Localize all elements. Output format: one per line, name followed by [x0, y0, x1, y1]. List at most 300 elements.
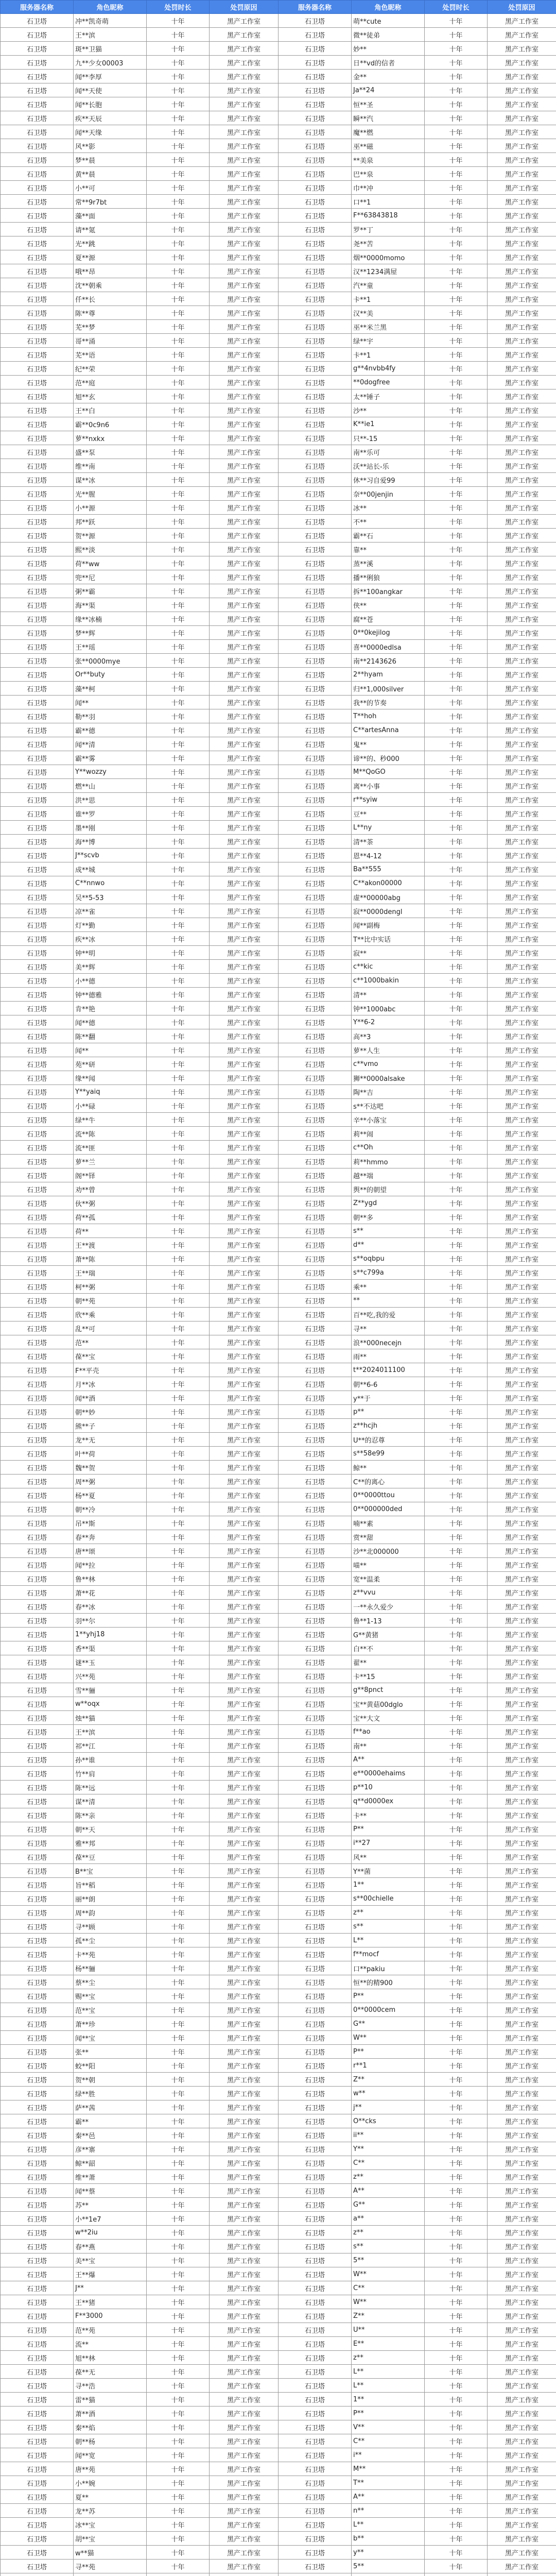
table-cell: 黑产工作室: [488, 181, 556, 195]
table-row: [1, 111, 556, 125]
table-cell: 黑产工作室: [210, 709, 279, 723]
table-row: [1, 2462, 556, 2476]
table-cell: 石卫塔: [1, 807, 74, 821]
table-cell: 十年: [425, 2337, 488, 2351]
table-cell: 石卫塔: [279, 2087, 352, 2100]
table-cell: 十年: [147, 2434, 210, 2448]
table-row: [1, 543, 556, 556]
table-cell: 石卫塔: [1, 2323, 74, 2337]
table-cell: 十年: [147, 1822, 210, 1836]
role-name-cell: M**: [352, 2462, 425, 2476]
table-cell: 十年: [147, 598, 210, 612]
table-cell: 石卫塔: [279, 2365, 352, 2379]
table-cell: 石卫塔: [279, 236, 352, 250]
table-row: [1, 348, 556, 362]
table-cell: 十年: [147, 918, 210, 932]
table-cell: 石卫塔: [279, 417, 352, 431]
table-cell: 石卫塔: [1, 904, 74, 918]
table-cell: 黑产工作室: [488, 2198, 556, 2212]
table-row: [1, 1822, 556, 1836]
role-name-cell: 灯**勤: [74, 918, 147, 932]
role-name-cell: 蒸**溪: [352, 556, 425, 570]
role-name-cell: 夏**: [74, 2490, 147, 2504]
table-cell: 石卫塔: [1, 389, 74, 403]
role-name-cell: 喜**0000edlsa: [352, 640, 425, 654]
table-cell: 十年: [425, 1947, 488, 1961]
table-cell: 十年: [425, 292, 488, 306]
table-cell: 石卫塔: [1, 2434, 74, 2448]
table-row: [1, 1280, 556, 1294]
table-cell: 石卫塔: [279, 1280, 352, 1294]
table-cell: 石卫塔: [279, 1669, 352, 1683]
table-cell: 石卫塔: [1, 1349, 74, 1363]
role-name-cell: 闻**拉: [74, 1558, 147, 1572]
table-cell: 黑产工作室: [210, 1155, 279, 1168]
table-cell: 十年: [147, 626, 210, 640]
table-cell: 十年: [147, 181, 210, 195]
table-cell: 黑产工作室: [488, 2100, 556, 2114]
table-cell: 黑产工作室: [210, 2365, 279, 2379]
table-cell: 黑产工作室: [488, 1906, 556, 1920]
table-cell: 黑产工作室: [488, 2462, 556, 2476]
role-name-cell: p**: [352, 1405, 425, 1419]
table-cell: 石卫塔: [279, 362, 352, 376]
table-cell: 黑产工作室: [210, 2420, 279, 2434]
role-name-cell: 日**vd的信者: [352, 56, 425, 70]
table-cell: 石卫塔: [1, 1308, 74, 1321]
table-header-row: [1, 1, 556, 14]
role-name-cell: E**: [352, 2337, 425, 2351]
role-name-cell: d**: [352, 1238, 425, 1252]
table-cell: 十年: [425, 668, 488, 682]
role-name-cell: i**27: [352, 1836, 425, 1850]
table-cell: 黑产工作室: [210, 1502, 279, 1516]
table-cell: 十年: [147, 835, 210, 849]
role-name-cell: U**: [352, 2323, 425, 2337]
role-name-cell: C**: [352, 2281, 425, 2295]
role-name-cell: 赐**宝: [74, 1989, 147, 2003]
table-cell: 石卫塔: [1, 2518, 74, 2532]
table-cell: 石卫塔: [279, 1294, 352, 1308]
table-cell: 石卫塔: [1, 1002, 74, 1015]
table-row: [1, 1349, 556, 1363]
table-cell: 十年: [147, 1767, 210, 1781]
table-cell: 黑产工作室: [488, 1600, 556, 1614]
table-cell: 黑产工作室: [488, 2351, 556, 2365]
table-cell: 石卫塔: [1, 2490, 74, 2504]
table-row: [1, 2198, 556, 2212]
table-cell: 石卫塔: [1, 2156, 74, 2170]
role-name-cell: 罗**丁: [352, 223, 425, 236]
table-row: [1, 70, 556, 83]
table-row: [1, 2309, 556, 2323]
role-name-cell: 吴**5-53: [74, 890, 147, 904]
table-cell: 石卫塔: [279, 431, 352, 445]
table-cell: 十年: [147, 1294, 210, 1308]
table-row: [1, 1015, 556, 1029]
role-name-cell: 谋**清: [74, 1794, 147, 1808]
table-cell: 黑产工作室: [210, 2142, 279, 2156]
table-cell: 石卫塔: [1, 1252, 74, 1266]
table-cell: 黑产工作室: [488, 1628, 556, 1641]
table-cell: 黑产工作室: [488, 1182, 556, 1196]
table-cell: 黑产工作室: [210, 2184, 279, 2198]
role-name-cell: 赏**甜: [352, 1530, 425, 1544]
table-cell: 十年: [425, 2351, 488, 2365]
table-cell: 十年: [425, 42, 488, 56]
table-cell: 黑产工作室: [210, 1308, 279, 1321]
table-cell: 十年: [147, 320, 210, 334]
table-cell: 黑产工作室: [210, 2114, 279, 2128]
table-cell: 十年: [147, 2212, 210, 2226]
table-row: [1, 1294, 556, 1308]
table-cell: 十年: [425, 1266, 488, 1280]
role-name-cell: Z**: [352, 2073, 425, 2087]
table-row: [1, 2420, 556, 2434]
table-cell: 石卫塔: [279, 2504, 352, 2518]
role-name-cell: 流**匪: [74, 1141, 147, 1155]
table-cell: 石卫塔: [279, 2518, 352, 2532]
role-name-cell: ii**: [352, 2128, 425, 2142]
table-cell: 石卫塔: [1, 1085, 74, 1099]
table-row: [1, 209, 556, 223]
table-cell: 黑产工作室: [210, 1252, 279, 1266]
table-row: [1, 918, 556, 932]
table-cell: 石卫塔: [279, 83, 352, 97]
role-name-cell: 太**锤子: [352, 389, 425, 403]
table-cell: 十年: [147, 42, 210, 56]
table-cell: 石卫塔: [1, 236, 74, 250]
role-name-cell: 流**陈: [74, 1127, 147, 1141]
table-cell: 十年: [147, 459, 210, 473]
table-cell: 黑产工作室: [488, 1572, 556, 1586]
table-row: [1, 1363, 556, 1377]
role-name-cell: 金**: [352, 70, 425, 83]
role-name-cell: 冲**凯奇萌: [74, 14, 147, 28]
table-cell: 石卫塔: [279, 1725, 352, 1739]
table-cell: 十年: [425, 501, 488, 515]
table-cell: 十年: [147, 640, 210, 654]
table-cell: 石卫塔: [279, 1516, 352, 1530]
role-name-cell: p**10: [352, 1781, 425, 1794]
table-row: [1, 97, 556, 111]
table-cell: 十年: [425, 1015, 488, 1029]
table-row: [1, 598, 556, 612]
table-cell: 黑产工作室: [210, 1182, 279, 1196]
table-cell: 石卫塔: [279, 1502, 352, 1516]
table-cell: 十年: [147, 515, 210, 529]
role-name-cell: 1**: [352, 2393, 425, 2406]
table-cell: 十年: [147, 1252, 210, 1266]
table-row: [1, 1781, 556, 1794]
table-cell: 十年: [147, 2379, 210, 2393]
table-cell: 石卫塔: [1, 2560, 74, 2573]
role-name-cell: 竹**肩: [74, 1767, 147, 1781]
role-name-cell: 张**: [74, 2045, 147, 2059]
table-cell: 十年: [147, 1864, 210, 1878]
table-cell: 黑产工作室: [488, 1155, 556, 1168]
role-name-cell: 柯**粥: [74, 1280, 147, 1294]
table-cell: 黑产工作室: [210, 1892, 279, 1906]
role-name-cell: 月**冰: [74, 1377, 147, 1391]
table-cell: 黑产工作室: [488, 737, 556, 751]
table-cell: 石卫塔: [1, 417, 74, 431]
table-cell: 黑产工作室: [488, 779, 556, 793]
table-cell: 十年: [425, 459, 488, 473]
table-cell: 黑产工作室: [210, 2156, 279, 2170]
table-cell: 十年: [425, 2100, 488, 2114]
table-cell: 十年: [147, 2059, 210, 2073]
role-name-cell: L**: [352, 2379, 425, 2393]
table-row: [1, 709, 556, 723]
role-name-cell: 朝**妙: [74, 1405, 147, 1419]
table-cell: 十年: [425, 2406, 488, 2420]
table-cell: 黑产工作室: [210, 918, 279, 932]
table-row: [1, 2045, 556, 2059]
table-cell: 十年: [425, 1697, 488, 1711]
table-cell: 十年: [425, 2504, 488, 2518]
table-cell: 十年: [147, 612, 210, 626]
table-row: [1, 403, 556, 417]
role-name-cell: 陈**翻: [74, 1029, 147, 1043]
table-cell: 黑产工作室: [210, 2281, 279, 2295]
table-cell: 黑产工作室: [210, 1739, 279, 1753]
table-row: [1, 1808, 556, 1822]
table-cell: 黑产工作室: [488, 403, 556, 417]
table-cell: 石卫塔: [1, 626, 74, 640]
table-cell: 黑产工作室: [210, 56, 279, 70]
table-cell: 黑产工作室: [488, 2003, 556, 2017]
table-cell: 黑产工作室: [488, 334, 556, 348]
role-name-cell: 常**9r7bt: [74, 195, 147, 209]
table-row: [1, 932, 556, 946]
role-name-cell: 张**0000mye: [74, 654, 147, 668]
table-cell: 黑产工作室: [210, 236, 279, 250]
table-cell: 黑产工作室: [488, 1516, 556, 1530]
role-name-cell: 卡**15: [352, 1669, 425, 1683]
table-cell: 石卫塔: [1, 1447, 74, 1461]
role-name-cell: 汉**1234满屋: [352, 264, 425, 278]
role-name-cell: 王**渡: [74, 1238, 147, 1252]
table-cell: 石卫塔: [1, 292, 74, 306]
table-cell: 黑产工作室: [488, 1321, 556, 1335]
table-cell: 黑产工作室: [488, 320, 556, 334]
table-cell: 十年: [147, 1085, 210, 1099]
role-name-cell: 2**hyam: [352, 668, 425, 682]
role-name-cell: 谋**冰: [74, 473, 147, 487]
table-cell: 十年: [147, 2087, 210, 2100]
table-cell: 石卫塔: [1, 2170, 74, 2184]
table-cell: 石卫塔: [1, 932, 74, 946]
role-name-cell: 熙**淡: [74, 543, 147, 556]
table-cell: 十年: [425, 960, 488, 974]
table-cell: 十年: [147, 1196, 210, 1210]
table-cell: 十年: [425, 2379, 488, 2393]
role-name-cell: Ja**24: [352, 83, 425, 97]
table-cell: 黑产工作室: [210, 320, 279, 334]
table-cell: 石卫塔: [1, 529, 74, 543]
table-cell: 石卫塔: [1, 1572, 74, 1586]
table-cell: 黑产工作室: [210, 1015, 279, 1029]
role-name-cell: 小**可: [74, 181, 147, 195]
role-name-cell: 萝**nxkx: [74, 431, 147, 445]
role-name-cell: 闻**: [74, 1043, 147, 1057]
table-cell: 十年: [425, 862, 488, 876]
table-cell: 黑产工作室: [488, 2490, 556, 2504]
role-name-cell: 寻**: [352, 1321, 425, 1335]
table-cell: 黑产工作室: [210, 2532, 279, 2546]
role-name-cell: 苏**: [74, 2198, 147, 2212]
table-cell: 黑产工作室: [488, 1335, 556, 1349]
table-row: [1, 2379, 556, 2393]
table-cell: 黑产工作室: [488, 598, 556, 612]
table-cell: 石卫塔: [1, 1419, 74, 1433]
role-name-cell: L**: [352, 2518, 425, 2532]
table-cell: 十年: [147, 1002, 210, 1015]
table-cell: 石卫塔: [279, 1377, 352, 1391]
table-cell: 十年: [147, 1127, 210, 1141]
table-cell: 黑产工作室: [210, 1419, 279, 1433]
role-name-cell: 闻**蔡: [74, 2184, 147, 2198]
table-cell: 黑产工作室: [210, 1614, 279, 1628]
table-cell: 石卫塔: [1, 2045, 74, 2059]
table-row: [1, 1850, 556, 1864]
table-cell: 十年: [147, 1015, 210, 1029]
table-cell: 十年: [425, 1099, 488, 1113]
table-cell: 石卫塔: [279, 1850, 352, 1864]
table-cell: 十年: [147, 2156, 210, 2170]
table-cell: 石卫塔: [279, 1572, 352, 1586]
table-cell: 石卫塔: [1, 1238, 74, 1252]
table-row: [1, 1711, 556, 1725]
table-cell: 石卫塔: [279, 2184, 352, 2198]
table-cell: 十年: [425, 2281, 488, 2295]
table-row: [1, 250, 556, 264]
table-cell: 黑产工作室: [488, 2546, 556, 2560]
table-cell: 石卫塔: [279, 1308, 352, 1321]
table-cell: 黑产工作室: [210, 640, 279, 654]
table-cell: 黑产工作室: [210, 1447, 279, 1461]
table-cell: 十年: [425, 1558, 488, 1572]
table-cell: 石卫塔: [279, 1433, 352, 1447]
table-cell: 石卫塔: [1, 1155, 74, 1168]
table-cell: 黑产工作室: [210, 459, 279, 473]
table-cell: 石卫塔: [1, 1781, 74, 1794]
table-cell: 黑产工作室: [488, 1892, 556, 1906]
table-cell: 十年: [425, 612, 488, 626]
table-cell: 石卫塔: [279, 932, 352, 946]
table-cell: 石卫塔: [279, 292, 352, 306]
table-cell: 十年: [147, 1447, 210, 1461]
table-cell: 十年: [425, 111, 488, 125]
table-cell: 黑产工作室: [488, 56, 556, 70]
table-cell: 十年: [425, 1794, 488, 1808]
table-cell: 石卫塔: [279, 1794, 352, 1808]
table-cell: 石卫塔: [279, 1349, 352, 1363]
table-cell: 十年: [147, 751, 210, 765]
table-cell: 石卫塔: [1, 1822, 74, 1836]
table-cell: 石卫塔: [1, 1641, 74, 1655]
table-cell: 石卫塔: [279, 167, 352, 181]
table-cell: 黑产工作室: [488, 932, 556, 946]
table-row: [1, 779, 556, 793]
table-cell: 石卫塔: [1, 612, 74, 626]
role-name-cell: z**: [352, 1906, 425, 1920]
table-cell: 石卫塔: [279, 515, 352, 529]
table-cell: 十年: [147, 2393, 210, 2406]
table-row: [1, 125, 556, 139]
role-name-cell: c**vmo: [352, 1057, 425, 1071]
table-row: [1, 1836, 556, 1850]
table-cell: 黑产工作室: [210, 445, 279, 459]
table-row: [1, 28, 556, 42]
table-cell: 石卫塔: [1, 1071, 74, 1085]
role-name-cell: 唐**颂: [74, 1544, 147, 1558]
role-name-cell: Y**: [352, 2142, 425, 2156]
table-cell: 石卫塔: [1, 2546, 74, 2560]
role-name-cell: V**: [352, 2420, 425, 2434]
table-cell: 黑产工作室: [488, 195, 556, 209]
table-cell: 十年: [147, 1628, 210, 1641]
role-name-cell: 冰**: [352, 501, 425, 515]
role-name-cell: 荷**孤: [74, 1210, 147, 1224]
table-cell: 石卫塔: [1, 1655, 74, 1669]
table-cell: 黑产工作室: [210, 2518, 279, 2532]
table-cell: 石卫塔: [279, 2476, 352, 2490]
table-cell: 十年: [425, 1294, 488, 1308]
table-row: [1, 2170, 556, 2184]
table-cell: 黑产工作室: [210, 1989, 279, 2003]
table-cell: 黑产工作室: [488, 70, 556, 83]
table-row: [1, 556, 556, 570]
table-cell: 石卫塔: [279, 1906, 352, 1920]
role-name-cell: y**: [352, 2546, 425, 2560]
table-cell: 十年: [425, 403, 488, 417]
table-cell: 十年: [147, 1391, 210, 1405]
table-cell: 十年: [425, 1433, 488, 1447]
table-cell: 石卫塔: [1, 1029, 74, 1043]
table-cell: 十年: [147, 556, 210, 570]
role-name-cell: 贺**源: [74, 529, 147, 543]
role-name-cell: e**0000ehaims: [352, 1767, 425, 1781]
table-cell: 黑产工作室: [488, 111, 556, 125]
table-cell: 石卫塔: [279, 1934, 352, 1947]
role-name-cell: g**4nvbb4fy: [352, 362, 425, 376]
role-name-cell: 舆**的朝望: [352, 1182, 425, 1196]
table-cell: 黑产工作室: [210, 2448, 279, 2462]
table-cell: 石卫塔: [1, 1294, 74, 1308]
table-cell: 十年: [425, 1502, 488, 1516]
role-name-cell: r**1: [352, 2059, 425, 2073]
table-cell: 十年: [425, 918, 488, 932]
table-cell: 十年: [147, 264, 210, 278]
table-row: [1, 1961, 556, 1975]
table-cell: 十年: [425, 654, 488, 668]
role-name-cell: 闻**宝: [74, 2031, 147, 2045]
role-name-cell: 寻**浩: [74, 2379, 147, 2393]
table-cell: 石卫塔: [279, 1947, 352, 1961]
table-cell: 十年: [147, 195, 210, 209]
table-cell: 十年: [147, 1697, 210, 1711]
table-cell: 十年: [147, 431, 210, 445]
table-cell: 石卫塔: [279, 737, 352, 751]
role-name-cell: f**mocf: [352, 1947, 425, 1961]
table-cell: 石卫塔: [279, 2198, 352, 2212]
role-name-cell: 虚**00000abg: [352, 890, 425, 904]
table-cell: 黑产工作室: [488, 1586, 556, 1600]
table-cell: 黑产工作室: [488, 1878, 556, 1892]
table-cell: 十年: [147, 1113, 210, 1127]
